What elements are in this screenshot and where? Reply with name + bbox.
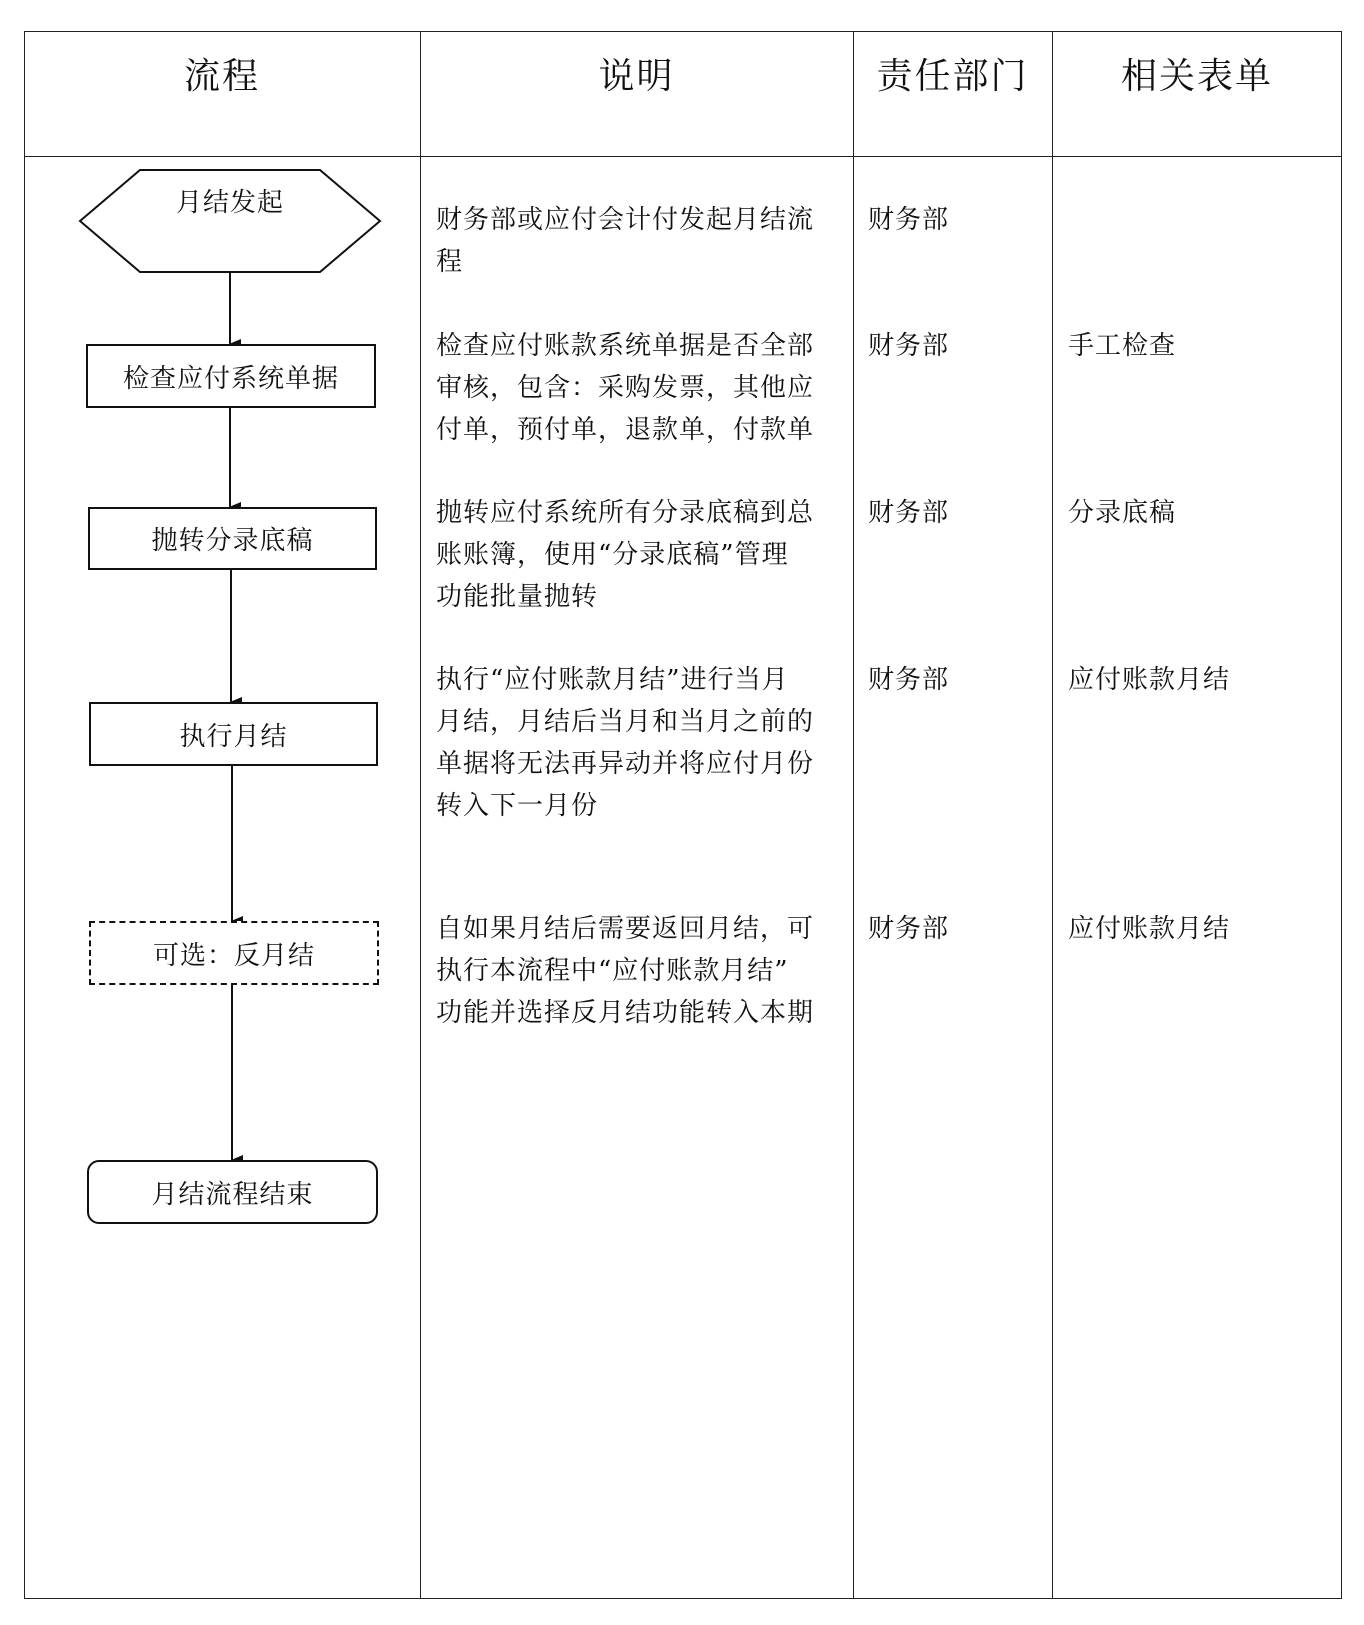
header-department: 责任部门 <box>876 56 1029 97</box>
row-2-department: 财务部 <box>868 331 950 361</box>
description-line: 功能批量抛转 <box>436 582 599 612</box>
description-line: 单据将无法再异动并将应付月份 <box>436 749 815 779</box>
header-description: 说明 <box>598 56 675 97</box>
flow-start-label: 月结发起 <box>175 188 284 218</box>
description-line: 月结，月结后当月和当月之前的 <box>436 707 815 737</box>
row-1-description <box>436 199 846 283</box>
description-line: 执行“应付账款月结”进行当月 <box>436 665 789 695</box>
description-line: 账账簿，使用“分录底稿”管理 <box>436 540 789 570</box>
row-4-description <box>436 659 846 827</box>
description-line: 检查应付账款系统单据是否全部 <box>436 331 815 361</box>
description-line: 审核，包含：采购发票，其他应 <box>436 373 815 403</box>
row-5-department: 财务部 <box>868 914 950 944</box>
row-1-department: 财务部 <box>868 205 950 235</box>
row-5-form: 应付账款月结 <box>1068 914 1231 944</box>
description-line: 转入下一月份 <box>436 791 599 821</box>
flow-step-monthly-close: 执行月结 <box>89 702 378 766</box>
row-2-form: 手工检查 <box>1068 331 1177 361</box>
flow-step-optional-reverse: 可选：反月结 <box>89 921 379 985</box>
row-3-description <box>436 492 846 618</box>
row-2-description <box>436 325 846 451</box>
description-line: 程 <box>436 247 464 277</box>
flow-step-check-documents: 检查应付系统单据 <box>86 344 376 408</box>
row-4-form: 应付账款月结 <box>1068 665 1231 695</box>
header-process: 流程 <box>183 56 260 97</box>
flow-end: 月结流程结束 <box>87 1160 378 1224</box>
flow-step-transfer-drafts: 抛转分录底稿 <box>88 507 377 570</box>
description-line: 抛转应付系统所有分录底稿到总 <box>436 498 815 528</box>
description-line: 付单，预付单，退款单，付款单 <box>436 415 815 445</box>
description-line: 财务部或应付会计付发起月结流 <box>436 205 815 235</box>
description-line: 功能并选择反月结功能转入本期 <box>436 998 815 1028</box>
row-3-form: 分录底稿 <box>1068 498 1177 528</box>
description-line: 执行本流程中“应付账款月结” <box>436 956 789 986</box>
row-4-department: 财务部 <box>868 665 950 695</box>
description-line: 自如果月结后需要返回月结，可 <box>436 914 815 944</box>
row-3-department: 财务部 <box>868 498 950 528</box>
row-5-description <box>436 908 846 1034</box>
header-forms: 相关表单 <box>1120 56 1273 97</box>
